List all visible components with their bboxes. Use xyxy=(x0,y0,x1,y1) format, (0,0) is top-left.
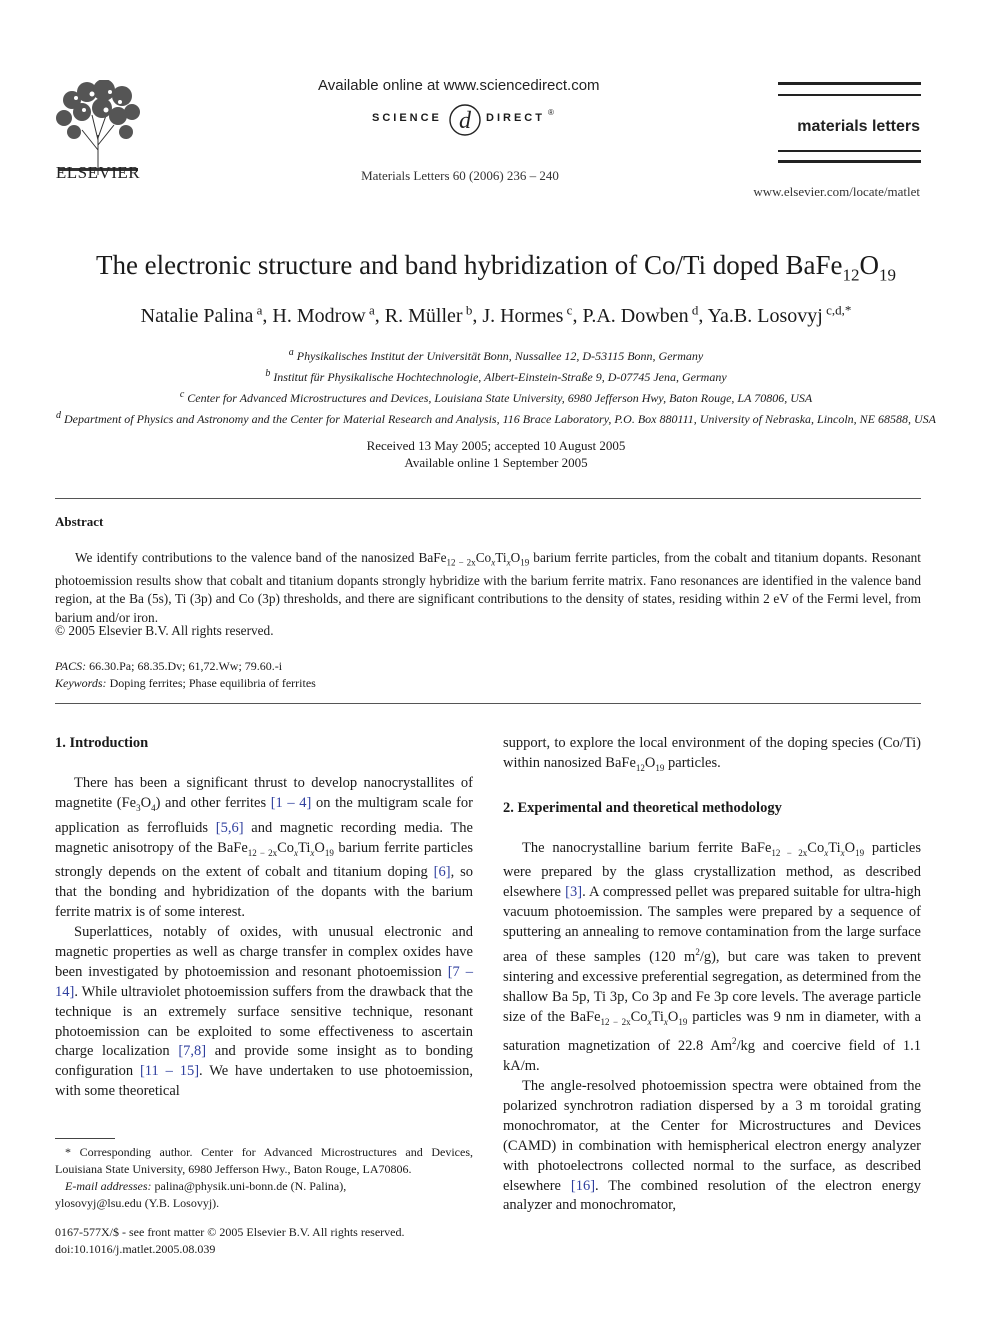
affiliation: $^b$ Institut für Physikalische Hochtechnologie, Albert-Einstein-Straße 9, D-07745 Jena, Germany xyxy=(265,368,727,384)
sciencedirect-logo xyxy=(372,102,562,138)
citation-link[interactable]: [7,8] xyxy=(178,1043,207,1060)
publisher-name: ELSEVIER xyxy=(55,163,141,182)
corresponding-author-note: * Corresponding author. Center for Advanced Microstructures and Devices, Louisiana State University, 6980 Jefferson Hwy., Baton Rouge, LA70806. xyxy=(55,1145,473,1176)
footnote-rule xyxy=(55,1138,115,1139)
citation-link[interactable]: [7 – 14] xyxy=(55,963,473,1000)
section-heading: 2. Experimental and theoretical methodology xyxy=(503,799,782,816)
author[interactable]: Ya.B. Losovyj $^{c,d,*}$ xyxy=(707,302,852,327)
pacs-line: PACS: 66.30.Pa; 68.35.Dv; 61,72.Ww; 79.60.-i xyxy=(55,659,283,673)
journal-url[interactable]: www.elsevier.com/locate/matlet xyxy=(753,184,920,199)
keywords-line: Keywords: Doping ferrites; Phase equilibria of ferrites xyxy=(55,676,316,690)
sd-registered-mark: ® xyxy=(548,108,554,117)
journal-rule-low xyxy=(778,150,921,152)
paragraph: Superlattices, notably of oxides, with unusual electronic and magnetic properties as well as charge transfer in complex oxides have been investigated by photoemission and resonant photoemission [7 – 14]. While ultraviolet photoemission suffers from the drawback that the technique is an extremely surface sensitive technique, resonant photoemission can be exploited to some effectiveness to ascertain charge localization [7,8] and provide some insight as to bonding configuration [11 – 15]. We have undertaken to use photoemission, with some theoretical xyxy=(55,924,474,1100)
journal-rule-top xyxy=(778,82,921,85)
citation-link[interactable]: [6] xyxy=(433,864,451,881)
paragraph: support, to explore the local environment of the doping species (Co/Ti) within nanosized $BaFe_{12}O_{19}$ particles. xyxy=(503,735,921,773)
received-date: Received 13 May 2005; accepted 10 August 2005 xyxy=(366,438,626,453)
author[interactable]: J. Hormes $^c$ xyxy=(482,302,573,327)
sd-left-text: SCIENCE xyxy=(372,112,442,124)
citation-link[interactable]: [16] xyxy=(570,1177,596,1194)
abstract-copyright: © 2005 Elsevier B.V. All rights reserved. xyxy=(55,623,274,638)
affiliation: $^a$ Physikalisches Institut der Universität Bonn, Nussallee 12, D-53115 Bonn, Germany xyxy=(288,347,704,363)
affiliations xyxy=(40,344,952,428)
paragraph: There has been a significant thrust to develop nanocrystallites of magnetite $(Fe_3O_4)$ and other ferrites [1 – 4] on the multigram scale for application as ferrofluids [5,6] and magnetic recording media. The magnetic anisotropy of the $BaFe_{12 - 2x}Co_xTi_xO_{19}$ barium ferrite particles strongly depends on the extent of cobalt and titanium doping [6], so that the bonding and hybridization of the dopants with the barium ferrite matrix is of some interest. xyxy=(55,774,473,921)
citation-link[interactable]: [1 – 4] xyxy=(270,794,312,811)
citation-link[interactable]: [5,6] xyxy=(215,819,244,836)
citation-link[interactable]: [11 – 15] xyxy=(139,1063,200,1080)
divider-bottom xyxy=(55,703,921,704)
sd-mark-icon xyxy=(448,102,482,138)
issn-line: 0167-577X/$ - see front matter © 2005 Elsevier B.V. All rights reserved. xyxy=(55,1225,405,1239)
abstract-heading: Abstract xyxy=(55,514,104,529)
author[interactable]: P.A. Dowben $^d$ xyxy=(582,302,699,327)
available-date: Available online 1 September 2005 xyxy=(404,455,588,470)
section-heading: 1. Introduction xyxy=(55,735,149,751)
journal-rule-bottom xyxy=(778,160,921,163)
paragraph: The angle-resolved photoemission spectra were obtained from the polarized synchrotron radiation dispersed by a 3 m toroidal grating monochromator, at the Center for Microstructures and Devices (CAMD) in combination with hemispherical electron energy analyzer with photoelectrons collected normal to the surface, as described elsewhere [16]. The combined resolution of the electron energy analyzer and monochromator, xyxy=(503,1078,921,1214)
affiliation: $^d$ Department of Physics and Astronomy and the Center for Material Research and Analysis, 116 Brace Laboratory, P.O. Box 880111, University of Nebraska, Lincoln, NE 68588, USA xyxy=(55,410,937,426)
svg-text:d: d xyxy=(459,108,471,134)
author-list: Natalie Palina $^a$, H. Modrow $^a$, R. Müller $^b$, J. Hormes $^c$, P.A. Dowben $^d$, Ya.B. Losovyj $^{c,d,*}$ xyxy=(140,302,852,327)
citation-link[interactable]: [3] xyxy=(565,884,583,901)
sd-right-text: DIRECT xyxy=(486,112,545,124)
article-metadata xyxy=(55,658,316,692)
author[interactable]: H. Modrow $^a$ xyxy=(272,302,375,327)
affiliation: $^c$ Center for Advanced Microstructures and Devices, Louisiana State University, 6980 Jefferson Hwy, Baton Rouge, LA 70806, USA xyxy=(179,389,813,405)
journal-rule-mid xyxy=(778,94,921,96)
available-online-text: Available online at www.sciencedirect.com xyxy=(318,77,600,94)
footnote xyxy=(55,1144,473,1212)
divider-top xyxy=(55,498,921,499)
author[interactable]: R. Müller $^b$ xyxy=(384,302,473,327)
article-dates xyxy=(200,437,792,471)
left-column xyxy=(55,734,473,1102)
author[interactable]: Natalie Palina $^a$ xyxy=(140,302,263,327)
email-line-2[interactable]: ylosovyj@lsu.edu (Y.B. Losovyj). xyxy=(55,1196,220,1210)
right-column xyxy=(503,734,921,1216)
paragraph: The nanocrystalline barium ferrite $BaFe_{12 - 2x}Co_xTi_xO_{19}$ particles were prepared by the glass crystallization method, as described elsewhere [3]. A compressed pellet was prepared suitable for ultra-high vacuum photoemission. The samples were prepared by a sequence of sputtering an annealing to remove contamination from the large surface area of these samples (120 $m^2/g$), but care was taken to prevent sintering and excessive preferential segregation, as determined from the shallow Ba 5p, Ti 3p, Co 3p and Fe 3p core levels. The average particle size of the $BaFe_{12 - 2x}Co_xTi_xO_{19}$ particles was 9 nm in diameter, with a saturation magnetization of 22.8 Am$^2$/kg and coercive field of 1.1 kA/m. xyxy=(503,839,922,1075)
article-title: The electronic structure and band hybridization of Co/Ti doped $BaFe_{12}O_{19}$ xyxy=(95,250,897,285)
journal-name: materials letters xyxy=(797,118,920,135)
journal-citation: Materials Letters 60 (2006) 236 – 240 xyxy=(361,168,559,183)
issn-doi xyxy=(55,1224,473,1258)
email-line: E-mail addresses: palina@physik.uni-bonn.de (N. Palina), xyxy=(65,1179,347,1193)
doi-line[interactable]: doi:10.1016/j.matlet.2005.08.039 xyxy=(55,1242,216,1256)
abstract-text: We identify contributions to the valence band of the nanosized $BaFe_{12 - 2x}Co_xTi_xO_{19}$ barium ferrite particles, from the cobalt and titanium dopants. Resonant photoemission results show that cobalt and titanium dopants strongly hybridize with the barium ferrite matrix. Fano resonances are identified in the valence band region, at the Ba (5s), Ti (3p) and Co (3p) thresholds, and there are significant contributions to the density of states, residing within 2 eV of the Fermi level, from barium and/or iron. xyxy=(55,550,921,625)
